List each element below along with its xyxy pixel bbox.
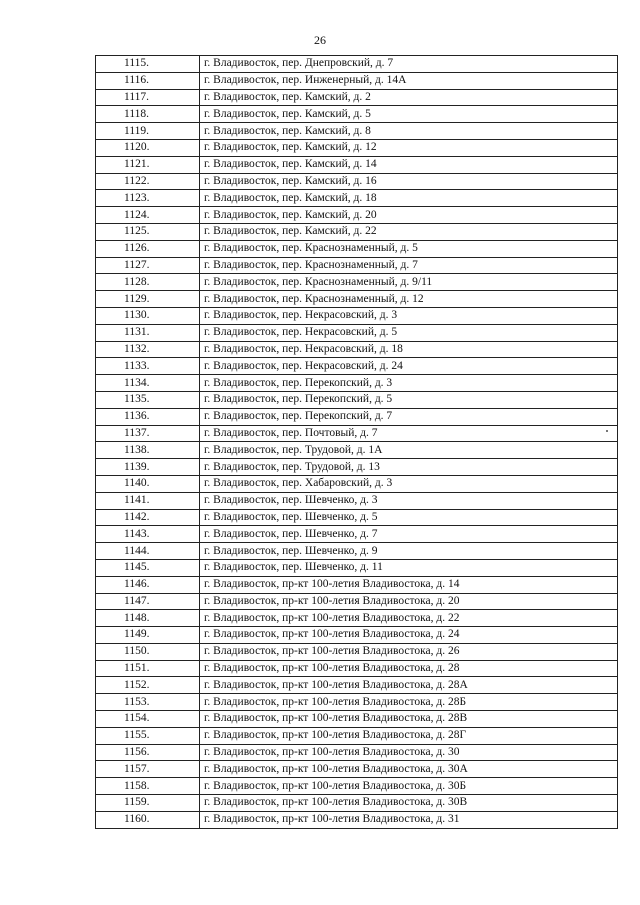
table-row — [96, 173, 618, 190]
row-address: г. Владивосток, пер. Шевченко, д. 9 — [200, 543, 618, 560]
table-row — [96, 156, 618, 173]
row-address: г. Владивосток, пр-кт 100-летия Владивостока, д. 30Б — [200, 778, 618, 795]
table-row — [96, 677, 618, 694]
table-row — [96, 375, 618, 392]
row-number: 1136. — [96, 408, 200, 425]
row-address: г. Владивосток, пр-кт 100-летия Владивостока, д. 26 — [200, 643, 618, 660]
row-number: 1160. — [96, 811, 200, 828]
table-row — [96, 744, 618, 761]
row-number: 1126. — [96, 240, 200, 257]
row-number: 1150. — [96, 643, 200, 660]
row-address: г. Владивосток, пер. Камский, д. 20 — [200, 207, 618, 224]
row-number: 1135. — [96, 391, 200, 408]
row-address: г. Владивосток, пер. Камский, д. 16 — [200, 173, 618, 190]
row-number: 1153. — [96, 694, 200, 711]
table-row — [96, 207, 618, 224]
table-row — [96, 492, 618, 509]
row-number: 1156. — [96, 744, 200, 761]
row-number: 1139. — [96, 459, 200, 476]
row-address: г. Владивосток, пер. Шевченко, д. 3 — [200, 492, 618, 509]
table-row — [96, 72, 618, 89]
table-row — [96, 123, 618, 140]
row-number: 1152. — [96, 677, 200, 694]
table-row — [96, 425, 618, 442]
table-row — [96, 660, 618, 677]
row-address: г. Владивосток, пер. Камский, д. 2 — [200, 89, 618, 106]
table-row — [96, 811, 618, 828]
row-number: 1116. — [96, 72, 200, 89]
row-number: 1145. — [96, 559, 200, 576]
row-address: г. Владивосток, пер. Камский, д. 5 — [200, 106, 618, 123]
table-row — [96, 526, 618, 543]
row-address: г. Владивосток, пр-кт 100-летия Владивостока, д. 30В — [200, 795, 618, 812]
table-row — [96, 139, 618, 156]
table-row — [96, 509, 618, 526]
address-table-container — [95, 55, 618, 829]
row-number: 1138. — [96, 442, 200, 459]
row-address: г. Владивосток, пр-кт 100-летия Владивостока, д. 30 — [200, 744, 618, 761]
row-address: г. Владивосток, пер. Почтовый, д. 7 — [200, 425, 618, 442]
row-address: г. Владивосток, пр-кт 100-летия Владивостока, д. 28Г — [200, 727, 618, 744]
row-number: 1120. — [96, 139, 200, 156]
table-row — [96, 795, 618, 812]
table-row — [96, 559, 618, 576]
row-address: г. Владивосток, пр-кт 100-летия Владивостока, д. 24 — [200, 627, 618, 644]
row-number: 1132. — [96, 341, 200, 358]
table-row — [96, 240, 618, 257]
row-number: 1149. — [96, 627, 200, 644]
row-address: г. Владивосток, пр-кт 100-летия Владивостока, д. 31 — [200, 811, 618, 828]
row-address: г. Владивосток, пер. Инженерный, д. 14А — [200, 72, 618, 89]
row-address: г. Владивосток, пер. Перекопский, д. 5 — [200, 391, 618, 408]
row-address: г. Владивосток, пер. Некрасовский, д. 24 — [200, 358, 618, 375]
row-number: 1142. — [96, 509, 200, 526]
table-row — [96, 324, 618, 341]
address-table — [95, 55, 618, 829]
row-address: г. Владивосток, пр-кт 100-летия Владивостока, д. 28 — [200, 660, 618, 677]
table-row — [96, 442, 618, 459]
table-row — [96, 576, 618, 593]
table-row — [96, 358, 618, 375]
row-address: г. Владивосток, пер. Некрасовский, д. 3 — [200, 307, 618, 324]
address-table-body — [96, 56, 618, 829]
row-number: 1141. — [96, 492, 200, 509]
row-address: г. Владивосток, пер. Камский, д. 22 — [200, 223, 618, 240]
row-number: 1137. — [96, 425, 200, 442]
table-row — [96, 727, 618, 744]
row-number: 1157. — [96, 761, 200, 778]
row-number: 1127. — [96, 257, 200, 274]
table-row — [96, 391, 618, 408]
row-number: 1129. — [96, 291, 200, 308]
table-row — [96, 778, 618, 795]
row-address: г. Владивосток, пер. Краснознаменный, д. 5 — [200, 240, 618, 257]
table-row — [96, 408, 618, 425]
table-row — [96, 341, 618, 358]
row-number: 1119. — [96, 123, 200, 140]
page-number: 26 — [314, 33, 326, 47]
row-address: г. Владивосток, пер. Краснознаменный, д. 7 — [200, 257, 618, 274]
table-row — [96, 543, 618, 560]
row-address: г. Владивосток, пер. Краснознаменный, д. 9/11 — [200, 274, 618, 291]
row-number: 1133. — [96, 358, 200, 375]
table-row — [96, 190, 618, 207]
row-number: 1125. — [96, 223, 200, 240]
scan-speck — [606, 430, 608, 432]
table-row — [96, 711, 618, 728]
row-address: г. Владивосток, пер. Днепровский, д. 7 — [200, 56, 618, 73]
row-address: г. Владивосток, пр-кт 100-летия Владивостока, д. 28А — [200, 677, 618, 694]
row-number: 1158. — [96, 778, 200, 795]
row-address: г. Владивосток, пер. Камский, д. 8 — [200, 123, 618, 140]
table-row — [96, 643, 618, 660]
table-row — [96, 593, 618, 610]
table-row — [96, 291, 618, 308]
row-number: 1121. — [96, 156, 200, 173]
table-row — [96, 274, 618, 291]
table-row — [96, 459, 618, 476]
row-number: 1159. — [96, 795, 200, 812]
row-number: 1140. — [96, 475, 200, 492]
row-number: 1144. — [96, 543, 200, 560]
row-address: г. Владивосток, пер. Некрасовский, д. 18 — [200, 341, 618, 358]
table-row — [96, 56, 618, 73]
row-address: г. Владивосток, пер. Хабаровский, д. 3 — [200, 475, 618, 492]
row-number: 1131. — [96, 324, 200, 341]
row-number: 1148. — [96, 610, 200, 627]
table-row — [96, 694, 618, 711]
row-address: г. Владивосток, пр-кт 100-летия Владивостока, д. 14 — [200, 576, 618, 593]
row-address: г. Владивосток, пр-кт 100-летия Владивостока, д. 20 — [200, 593, 618, 610]
row-number: 1143. — [96, 526, 200, 543]
row-address: г. Владивосток, пер. Краснознаменный, д. 12 — [200, 291, 618, 308]
table-row — [96, 89, 618, 106]
row-number: 1115. — [96, 56, 200, 73]
table-row — [96, 106, 618, 123]
row-address: г. Владивосток, пер. Перекопский, д. 7 — [200, 408, 618, 425]
row-address: г. Владивосток, пер. Трудовой, д. 13 — [200, 459, 618, 476]
table-row — [96, 307, 618, 324]
row-address: г. Владивосток, пер. Перекопский, д. 3 — [200, 375, 618, 392]
row-address: г. Владивосток, пер. Камский, д. 18 — [200, 190, 618, 207]
row-address: г. Владивосток, пер. Трудовой, д. 1А — [200, 442, 618, 459]
row-address: г. Владивосток, пер. Некрасовский, д. 5 — [200, 324, 618, 341]
row-address: г. Владивосток, пр-кт 100-летия Владивостока, д. 28Б — [200, 694, 618, 711]
row-number: 1117. — [96, 89, 200, 106]
row-number: 1155. — [96, 727, 200, 744]
table-row — [96, 627, 618, 644]
row-number: 1146. — [96, 576, 200, 593]
row-number: 1122. — [96, 173, 200, 190]
row-address: г. Владивосток, пер. Шевченко, д. 5 — [200, 509, 618, 526]
row-number: 1151. — [96, 660, 200, 677]
row-number: 1124. — [96, 207, 200, 224]
table-row — [96, 223, 618, 240]
row-number: 1147. — [96, 593, 200, 610]
row-address: г. Владивосток, пр-кт 100-летия Владивостока, д. 30А — [200, 761, 618, 778]
row-number: 1154. — [96, 711, 200, 728]
row-address: г. Владивосток, пр-кт 100-летия Владивостока, д. 22 — [200, 610, 618, 627]
table-row — [96, 475, 618, 492]
row-address: г. Владивосток, пер. Камский, д. 14 — [200, 156, 618, 173]
table-row — [96, 257, 618, 274]
row-number: 1130. — [96, 307, 200, 324]
row-number: 1118. — [96, 106, 200, 123]
row-number: 1123. — [96, 190, 200, 207]
row-address: г. Владивосток, пер. Шевченко, д. 11 — [200, 559, 618, 576]
row-address: г. Владивосток, пер. Камский, д. 12 — [200, 139, 618, 156]
table-row — [96, 761, 618, 778]
row-address: г. Владивосток, пер. Шевченко, д. 7 — [200, 526, 618, 543]
row-address: г. Владивосток, пр-кт 100-летия Владивостока, д. 28В — [200, 711, 618, 728]
row-number: 1128. — [96, 274, 200, 291]
table-row — [96, 610, 618, 627]
row-number: 1134. — [96, 375, 200, 392]
